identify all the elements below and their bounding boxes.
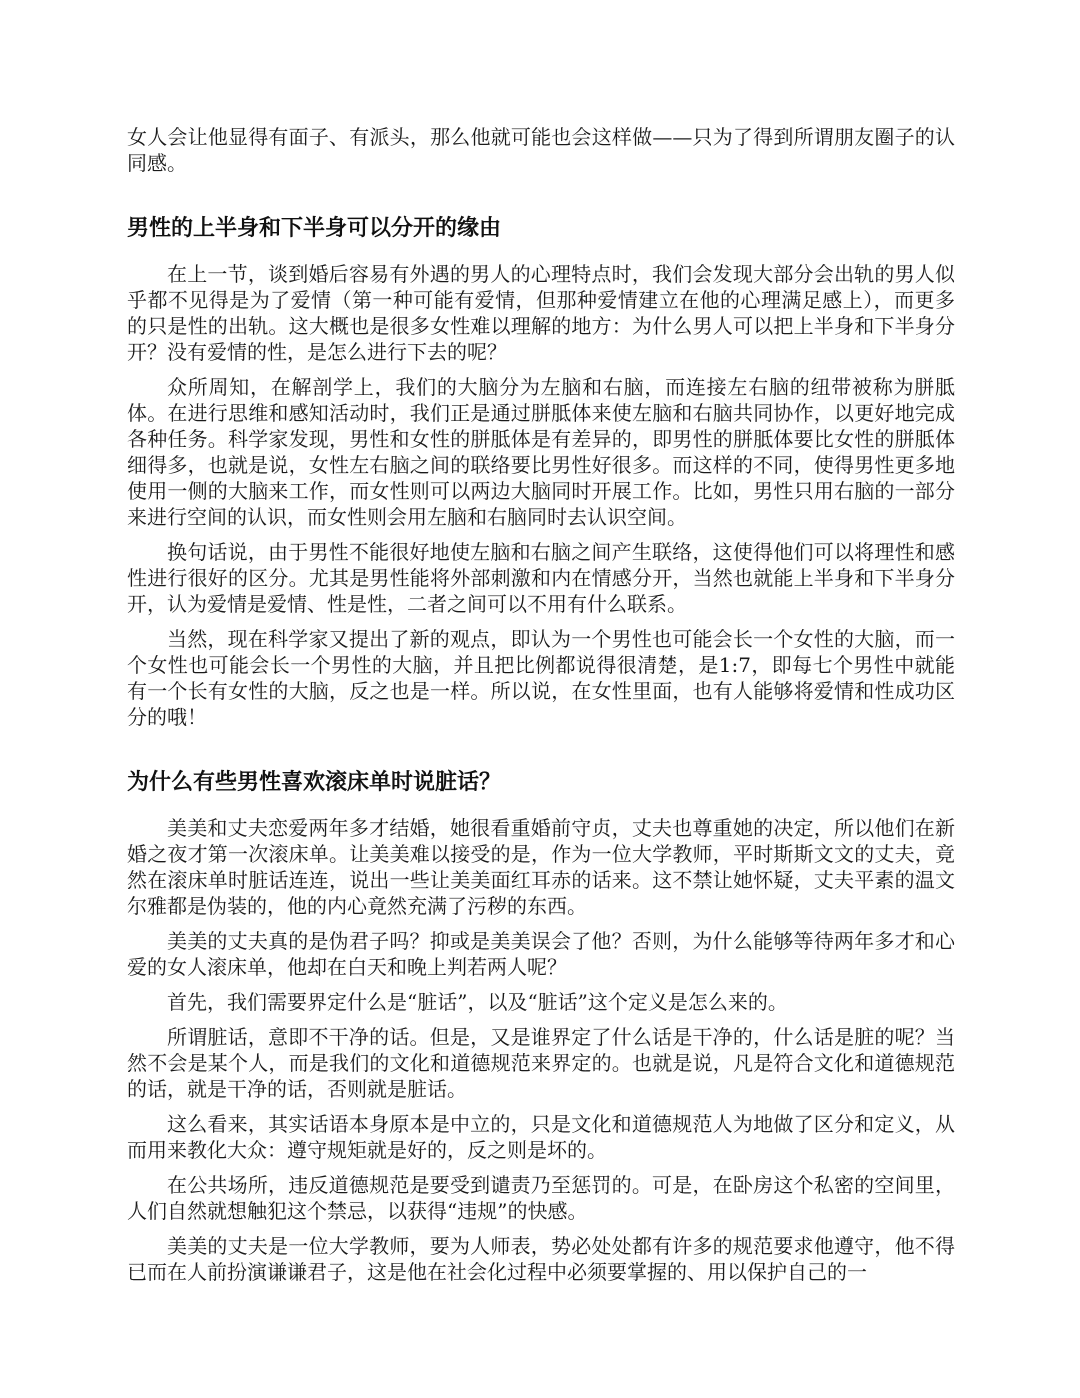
paragraph: 在上一节，谈到婚后容易有外遇的男人的心理特点时，我们会发现大部分会出轨的男人似乎都不见得是为了爱情（第一种可能有爱情，但那种爱情建立在他的心理满足感上），而更多的只是性的出轨。这大概也是很多女性难以理解的地方：为什么男人可以把上半身和下半身分开？没有爱情的性，是怎么进行下去的呢？ [127, 262, 955, 364]
document-page [127, 124, 955, 1285]
paragraph: 在公共场所，违反道德规范是要受到谴责乃至惩罚的。可是，在卧房这个私密的空间里，人们自然就想触犯这个禁忌，以获得“违规”的快感。 [127, 1173, 955, 1223]
paragraph: 首先，我们需要界定什么是“脏话”，以及“脏话”这个定义是怎么来的。 [167, 990, 788, 1014]
paragraph: 换句话说，由于男性不能很好地使左脑和右脑之间产生联络，这使得他们可以将理性和感性进行很好的区分。尤其是男性能将外部刺激和内在情感分开，当然也就能上半身和下半身分开，认为爱情是爱情、性是性，二者之间可以不用有什么联系。 [127, 540, 955, 616]
paragraph: 美美的丈夫是一位大学教师，要为人师表，势必处处都有许多的规范要求他遵守，他不得已而在人前扮演谦谦君子，这是他在社会化过程中必须要掌握的、用以保护自己的一 [127, 1234, 955, 1284]
section-heading-dirty-talk: 为什么有些男性喜欢滚床单时说脏话？ [127, 770, 502, 795]
paragraph: 这么看来，其实话语本身原本是中立的，只是文化和道德规范人为地做了区分和定义，从而用来教化大众：遵守规矩就是好的，反之则是坏的。 [127, 1112, 955, 1162]
paragraph: 众所周知，在解剖学上，我们的大脑分为左脑和右脑，而连接左右脑的纽带被称为胼胝体。在进行思维和感知活动时，我们正是通过胼胝体来使左脑和右脑共同协作，以更好地完成各种任务。科学家发现，男性和女性的胼胝体是有差异的，即男性的胼胝体要比女性的胼胝体细得多，也就是说，女性左右脑之间的联络要比男性好很多。而这样的不同，使得男性更多地使用一侧的大脑来工作，而女性则可以两边大脑同时开展工作。比如，男性只用右脑的一部分来进行空间的认识，而女性则会用左脑和右脑同时去认识空间。 [127, 375, 955, 529]
intro-paragraph: 女人会让他显得有面子、有派头，那么他就可能也会这样做——只为了得到所谓朋友圈子的认同感。 [127, 125, 955, 175]
paragraph: 所谓脏话，意即不干净的话。但是，又是谁界定了什么话是干净的，什么话是脏的呢？当然不会是某个人，而是我们的文化和道德规范来界定的。也就是说，凡是符合文化和道德规范的话，就是干净的话，否则就是脏话。 [127, 1025, 955, 1101]
paragraph: 美美和丈夫恋爱两年多才结婚，她很看重婚前守贞，丈夫也尊重她的决定，所以他们在新婚之夜才第一次滚床单。让美美难以接受的是，作为一位大学教师，平时斯斯文文的丈夫，竟然在滚床单时脏话连连，说出一些让美美面红耳赤的话来。这不禁让她怀疑，丈夫平素的温文尔雅都是伪装的，他的内心竟然充满了污秽的东西。 [127, 816, 955, 918]
paragraph: 当然，现在科学家又提出了新的观点，即认为一个男性也可能会长一个女性的大脑，而一个女性也可能会长一个男性的大脑，并且把比例都说得很清楚，是1:7，即每七个男性中就能有一个长有女性的大脑，反之也是一样。所以说，在女性里面，也有人能够将爱情和性成功区分的哦！ [127, 627, 955, 729]
paragraph: 美美的丈夫真的是伪君子吗？抑或是美美误会了他？否则，为什么能够等待两年多才和心爱的女人滚床单，他却在白天和晚上判若两人呢？ [127, 929, 955, 979]
section-heading-brain-difference: 男性的上半身和下半身可以分开的缘由 [127, 216, 502, 241]
